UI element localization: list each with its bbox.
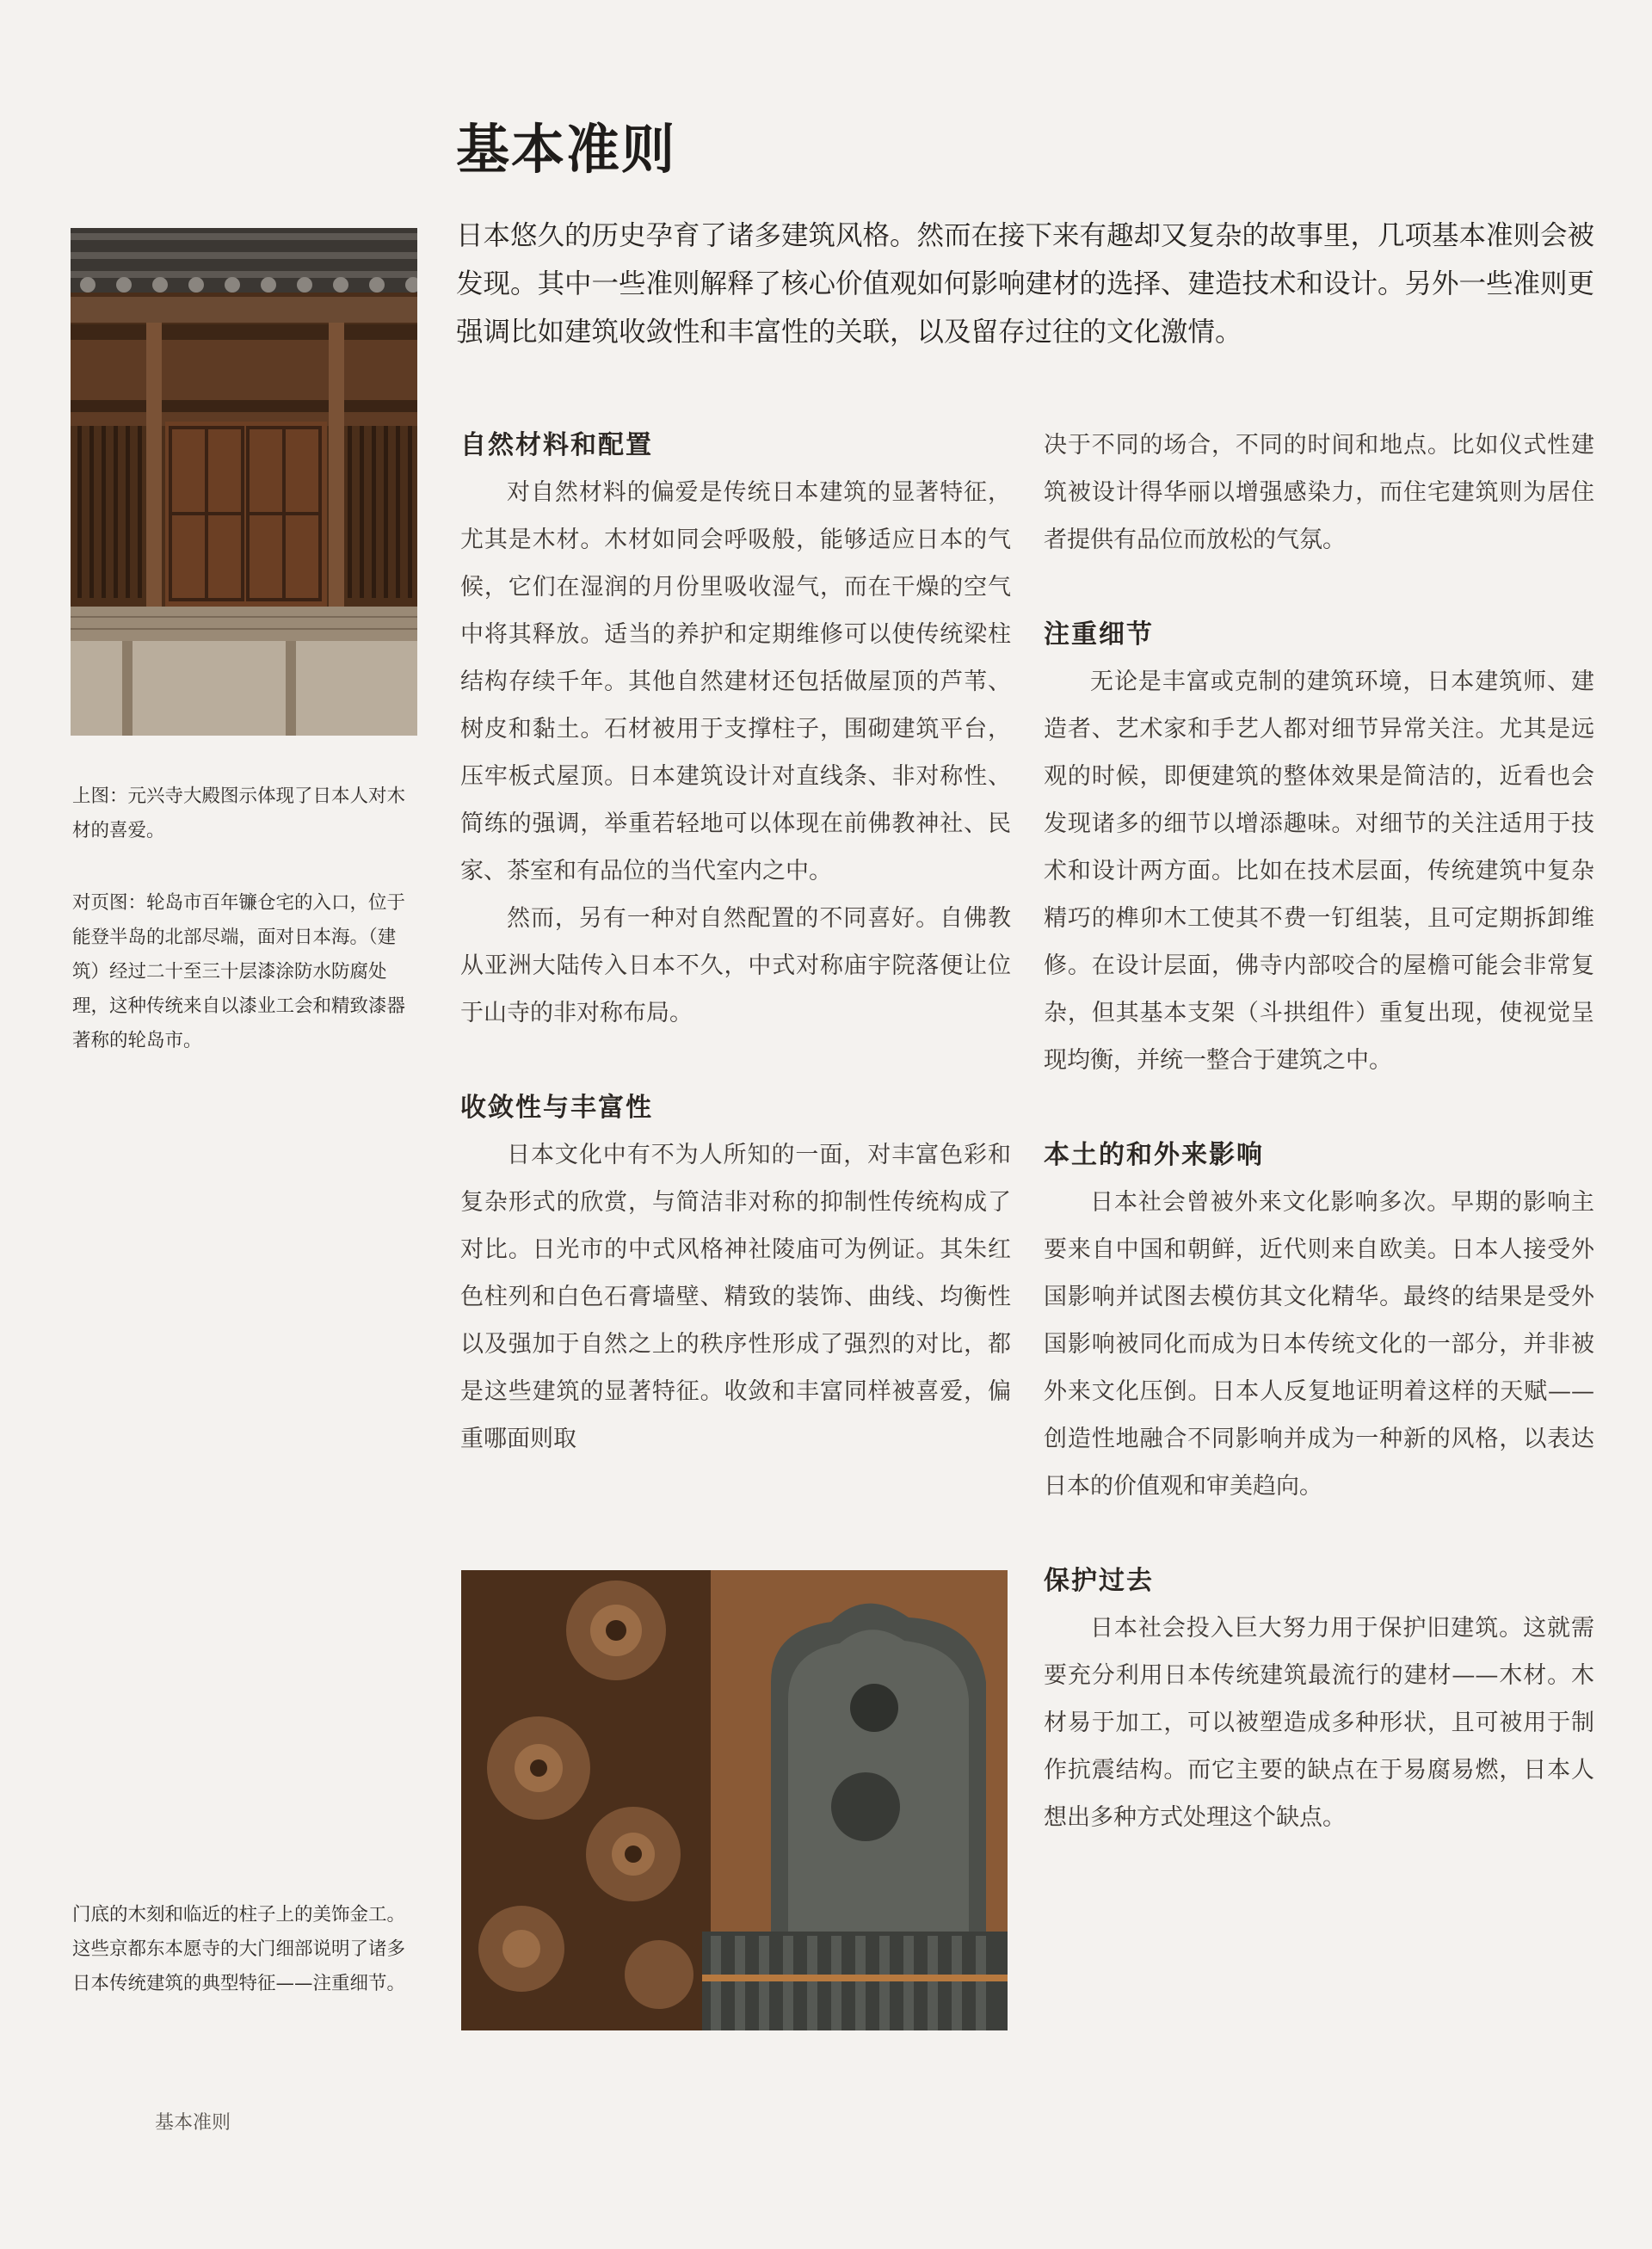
heading-preserving-past: 保护过去	[1044, 1566, 1154, 1596]
gate-detail-photo	[461, 1570, 1008, 2030]
caption-bottom: 门底的木刻和临近的柱子上的美饰金工。这些京都东本愿寺的大门细部说明了诸多日本传统建筑的典型特征——注重细节。	[72, 1904, 406, 1994]
caption-facing: 对页图：轮岛市百年镰仓宅的入口，位于能登半岛的北部尽端，面对日本海。（建筑）经过二十至三十层漆涂防水防腐处理，这种传统来自以漆业工会和精致漆器著称的轮岛市。	[72, 892, 406, 1051]
restraint-paragraph-continued: 决于不同的场合，不同的时间和地点。比如仪式性建筑被设计得华丽以增强感染力，而住宅建筑则为居住者提供有品位而放松的气氛。	[1044, 432, 1594, 553]
heading-attention-to-detail: 注重细节	[1044, 619, 1154, 650]
restraint-paragraph-1: 日本文化中有不为人所知的一面，对丰富色彩和复杂形式的欣赏，与简洁非对称的抑制性传统构成了对比。日光市的中式风格神社陵庙可为例证。其朱红色柱列和白色石膏墙壁、精致的装饰、曲线、均衡性以及强加于自然之上的秩序性形成了强烈的对比，都是这些建筑的显著特征。收敛和丰富同样被喜爱，偏重哪面则取	[460, 1142, 1011, 1452]
running-footer: 基本准则	[155, 2112, 231, 2134]
natural-paragraph-2: 然而，另有一种对自然配置的不同喜好。自佛教从亚洲大陆传入日本不久，中式对称庙宇院落便让位于山寺的非对称布局。	[460, 905, 1011, 1026]
foreign-paragraph-1: 日本社会曾被外来文化影响多次。早期的影响主要来自中国和朝鲜，近代则来自欧美。日本人接受外国影响并试图去模仿其文化精华。最终的结果是受外国影响被同化而成为日本传统文化的一部分，并非被外来文化压倒。日本人反复地证明着这样的天赋——创造性地融合不同影响并成为一种新的风格，以表达日本的价值观和审美趋向。	[1044, 1189, 1594, 1500]
heading-restraint-richness: 收敛性与丰富性	[460, 1093, 653, 1123]
page-title: 基本准则	[456, 118, 677, 181]
intro-paragraph: 日本悠久的历史孕育了诸多建筑风格。然而在接下来有趣却又复杂的故事里，几项基本准则会被发现。其中一些准则解释了核心价值观如何影响建材的选择、建造技术和设计。另外一些准则更强调比如建筑收敛性和丰富性的关联，以及留存过往的文化激情。	[456, 220, 1595, 348]
column-right	[1044, 422, 1594, 1841]
heading-natural-materials: 自然材料和配置	[460, 430, 653, 460]
detail-paragraph-1: 无论是丰富或克制的建筑环境，日本建筑师、建造者、艺术家和手艺人都对细节异常关注。尤其是远观的时候，即便建筑的整体效果是简洁的，近看也会发现诸多的细节以增添趣味。对细节的关注适用于技术和设计两方面。比如在技术层面，传统建筑中复杂精巧的榫卯木工使其不费一钉组装，且可定期拆卸维修。在设计层面，佛寺内部咬合的屋檐可能会非常复杂，但其基本支架（斗拱组件）重复出现，使视觉呈现均衡，并统一整合于建筑之中。	[1044, 669, 1594, 1074]
natural-paragraph-1: 对自然材料的偏爱是传统日本建筑的显著特征，尤其是木材。木材如同会呼吸般，能够适应日本的气候，它们在湿润的月份里吸收湿气，而在干燥的空气中将其释放。适当的养护和定期维修可以使传统梁柱结构存续千年。其他自然建材还包括做屋顶的芦苇、树皮和黏土。石材被用于支撑柱子，围砌建筑平台，压牢板式屋顶。日本建筑设计对直线条、非对称性、简练的强调，举重若轻地可以体现在前佛教神社、民家、茶室和有品位的当代室内之中。	[460, 479, 1011, 884]
column-left	[460, 422, 1011, 1463]
heading-native-foreign: 本土的和外来影响	[1044, 1140, 1264, 1170]
preserve-paragraph-1: 日本社会投入巨大努力用于保护旧建筑。这就需要充分利用日本传统建筑最流行的建材——木材。木材易于加工，可以被塑造成多种形状，且可被用于制作抗震结构。而它主要的缺点在于易腐易燃，日本人想出多种方式处理这个缺点。	[1044, 1615, 1594, 1831]
temple-hall-photo	[71, 228, 417, 736]
caption-top: 上图：元兴寺大殿图示体现了日本人对木材的喜爱。	[72, 786, 406, 841]
